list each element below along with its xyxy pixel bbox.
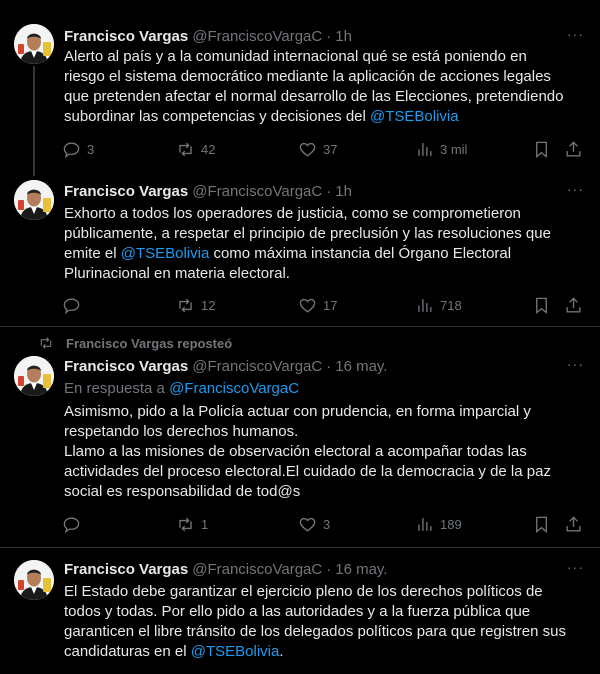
bookmark-icon xyxy=(532,140,551,159)
repost-icon xyxy=(38,335,54,351)
views-count: 718 xyxy=(440,297,462,313)
mention-link[interactable]: @TSEBolivia xyxy=(120,245,210,262)
tweet-text-line: Llamo a las misiones de observación electoral a acompañar todas las xyxy=(64,443,527,460)
like-count: 3 xyxy=(323,516,331,532)
tweet-text-line: actividades del proceso electoral.El cuidado de la democracia y de la paz xyxy=(64,463,551,480)
tweet-header xyxy=(64,181,584,201)
repost-count: 42 xyxy=(201,141,216,157)
like-button[interactable] xyxy=(298,139,337,159)
action-bar xyxy=(58,139,588,159)
bookmark-button[interactable] xyxy=(532,295,551,315)
bookmark-button[interactable] xyxy=(532,139,551,159)
like-button[interactable] xyxy=(298,295,337,315)
tweet-text-line: riesgo el sistema democrático mediante la aplicación de acciones legales xyxy=(64,68,551,85)
repost-button[interactable] xyxy=(176,295,215,315)
text-segment: candidaturas en el xyxy=(64,643,191,660)
share-icon xyxy=(564,140,583,159)
text-segment: subordinar las competencias y decisiones del xyxy=(64,108,370,125)
reply-button[interactable] xyxy=(62,295,87,315)
action-bar xyxy=(58,295,588,315)
reply-icon xyxy=(62,140,81,159)
views-count: 189 xyxy=(440,516,462,532)
tweet-text-line: respetando los derechos humanos. xyxy=(64,423,299,440)
views-icon xyxy=(415,296,434,315)
like-count: 17 xyxy=(323,297,338,313)
like-button[interactable] xyxy=(298,514,330,534)
author-handle[interactable]: @FranciscoVargaC xyxy=(192,27,323,45)
views-button[interactable] xyxy=(415,295,462,315)
bookmark-icon xyxy=(532,515,551,534)
views-count: 3 mil xyxy=(440,141,468,157)
timestamp[interactable]: 1h xyxy=(335,27,352,45)
tweet-text-line: social es responsabilidad de tod@s xyxy=(64,483,301,500)
tweet-text-line: que pretenden afectar el normal desarrollo de las Elecciones, pretendiendo xyxy=(64,88,564,105)
reply-button[interactable] xyxy=(62,139,94,159)
views-icon xyxy=(415,140,434,159)
reply-prefix: En respuesta a xyxy=(64,380,170,397)
views-button[interactable] xyxy=(415,514,462,534)
separator-dot: · xyxy=(326,560,332,578)
tweet-text-line xyxy=(64,107,564,127)
tweet-text xyxy=(64,402,564,502)
tweet-text-line: públicamente, a respetar el principio de preclusión y las resoluciones que xyxy=(64,225,551,242)
repost-icon xyxy=(176,140,195,159)
reply-context xyxy=(64,379,299,399)
tweet-text-line: Exhorto a todos los operadores de justicia, como se comprometieron xyxy=(64,205,521,222)
repost-count: 12 xyxy=(201,297,216,313)
repost-button[interactable] xyxy=(176,139,215,159)
share-button[interactable] xyxy=(564,139,583,159)
like-icon xyxy=(298,140,317,159)
tweet-2[interactable] xyxy=(0,176,600,326)
timestamp[interactable]: 16 may. xyxy=(335,560,388,578)
like-count: 37 xyxy=(323,141,338,157)
separator-dot: · xyxy=(326,27,332,45)
author-name[interactable]: Francisco Vargas xyxy=(64,27,189,45)
more-options-icon[interactable]: ··· xyxy=(567,559,584,575)
author-name[interactable]: Francisco Vargas xyxy=(64,182,189,200)
repost-button[interactable] xyxy=(176,514,208,534)
bookmark-icon xyxy=(532,296,551,315)
more-options-icon[interactable]: ··· xyxy=(567,356,584,372)
mention-link[interactable]: @TSEBolivia xyxy=(190,643,280,660)
tweet-text-line xyxy=(64,244,564,264)
repost-count: 1 xyxy=(201,516,209,532)
reply-button[interactable] xyxy=(62,514,87,534)
author-name[interactable]: Francisco Vargas xyxy=(64,357,189,375)
tweet-3[interactable] xyxy=(0,327,600,547)
text-segment: emite el xyxy=(64,245,121,262)
action-bar xyxy=(58,514,588,534)
tweet-header xyxy=(64,559,584,579)
timestamp[interactable]: 1h xyxy=(335,182,352,200)
reply-icon xyxy=(62,296,81,315)
repost-indicator[interactable] xyxy=(38,335,232,351)
like-icon xyxy=(298,296,317,315)
tweet-text-line: Plurinacional en materia electoral. xyxy=(64,265,290,282)
text-segment: como máxima instancia del Órgano Electoral xyxy=(209,245,512,262)
like-icon xyxy=(298,515,317,534)
avatar[interactable] xyxy=(14,356,54,396)
tweet-header xyxy=(64,356,584,376)
repost-note-label: Francisco Vargas reposteó xyxy=(66,335,233,351)
tweet-text xyxy=(64,582,564,662)
tweet-1[interactable] xyxy=(0,0,600,176)
author-handle[interactable]: @FranciscoVargaC xyxy=(192,357,323,375)
author-name[interactable]: Francisco Vargas xyxy=(64,560,189,578)
mention-link[interactable]: @TSEBolivia xyxy=(370,108,459,125)
more-options-icon[interactable]: ··· xyxy=(567,181,584,197)
avatar[interactable] xyxy=(14,24,54,64)
tweet-text-line: El Estado debe garantizar el ejercicio pleno de los derechos políticos de xyxy=(64,583,543,600)
share-icon xyxy=(564,296,583,315)
bookmark-button[interactable] xyxy=(532,514,551,534)
tweet-header xyxy=(64,26,584,46)
tweet-text-line: Alerto al país y a la comunidad internacional qué se está poniendo en xyxy=(64,48,527,65)
tweet-text-line: todos y todas. Por ello pido a las autoridades y a la fuerza pública que xyxy=(64,603,531,620)
avatar[interactable] xyxy=(14,180,54,220)
reply-icon xyxy=(62,515,81,534)
share-button[interactable] xyxy=(564,514,583,534)
views-icon xyxy=(415,515,434,534)
tweet-text xyxy=(64,204,564,284)
share-icon xyxy=(564,515,583,534)
views-button[interactable] xyxy=(415,139,467,159)
repost-icon xyxy=(176,515,195,534)
more-options-icon[interactable]: ··· xyxy=(567,26,584,42)
separator-dot: · xyxy=(326,182,332,200)
separator-dot: · xyxy=(326,357,332,375)
share-button[interactable] xyxy=(564,295,583,315)
tweet-text xyxy=(64,47,564,127)
tweet-text-line: Asimismo, pido a la Policía actuar con prudencia, en forma imparcial y xyxy=(64,403,531,420)
timestamp[interactable]: 16 may. xyxy=(335,357,388,375)
author-handle[interactable]: @FranciscoVargaC xyxy=(192,560,323,578)
tweet-4[interactable] xyxy=(0,548,600,674)
avatar[interactable] xyxy=(14,560,54,600)
tweet-text-line xyxy=(64,642,564,662)
repost-icon xyxy=(176,296,195,315)
text-segment: . xyxy=(279,643,284,660)
mention-link[interactable]: @FranciscoVargaC xyxy=(169,380,300,397)
tweet-text-line: garanticen el libre tránsito de los delegados políticos para que registren sus xyxy=(64,623,566,640)
author-handle[interactable]: @FranciscoVargaC xyxy=(192,182,323,200)
reply-count: 3 xyxy=(87,141,95,157)
